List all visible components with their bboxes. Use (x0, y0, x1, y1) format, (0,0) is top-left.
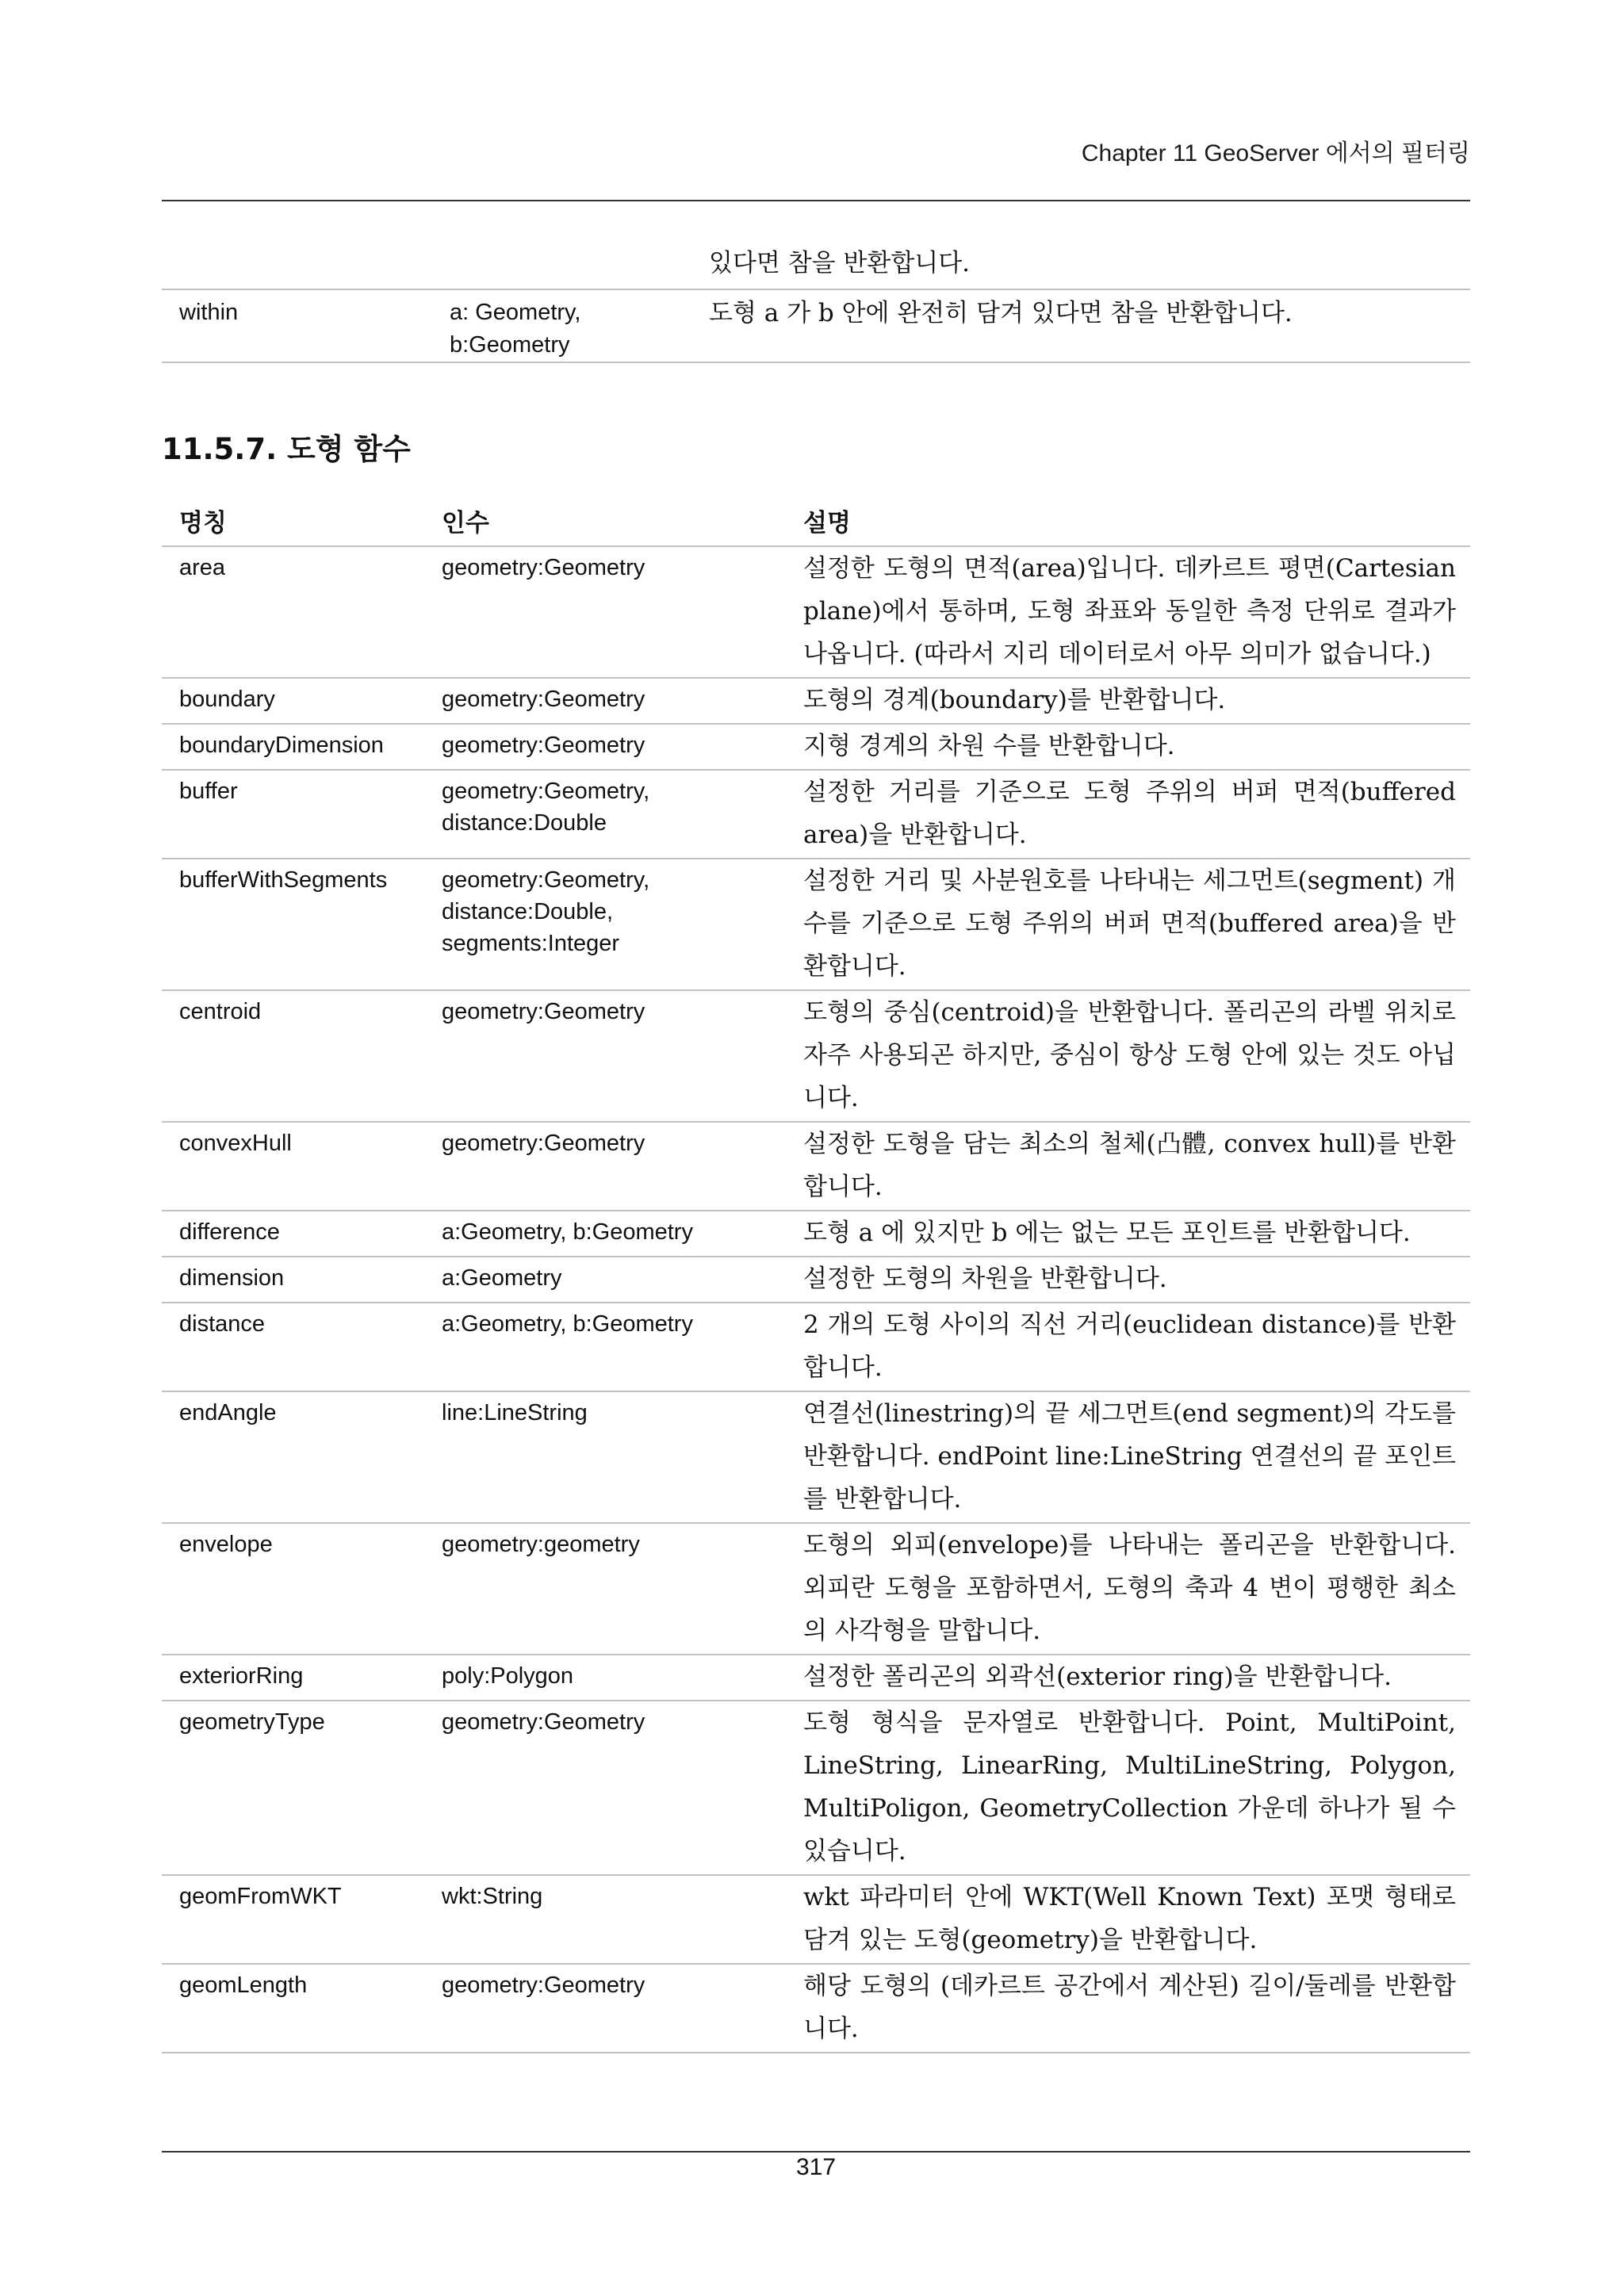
function-desc: 2 개의 도형 사이의 직선 거리(euclidean distance)를 반환합니다. (803, 1311, 1456, 1382)
table-row (162, 991, 1470, 1123)
table-row-within (162, 290, 1470, 363)
arg: geometry:Geometry, (442, 779, 650, 804)
table-row (162, 1965, 1470, 2053)
footer-rule (162, 2151, 1470, 2152)
table-row (162, 1655, 1470, 1701)
function-name: within (179, 300, 239, 325)
arg: poly:Polygon (442, 1663, 574, 1689)
function-args (442, 725, 803, 769)
function-name: buffer (179, 779, 238, 804)
function-desc: 설정한 거리를 기준으로 도형 주위의 버퍼 면적(buffered area)을 반환합니다. (803, 778, 1456, 849)
function-desc: 해당 도형의 (데카르트 공간에서 계산된) 길이/둘레를 반환합니다. (803, 1972, 1456, 2043)
table-row (162, 1392, 1470, 1524)
function-args (442, 771, 803, 858)
function-name: envelope (179, 1532, 273, 1557)
function-args (442, 1876, 803, 1963)
function-desc: 도형 a 가 b 안에 완전히 담겨 있다면 참을 반환합니다. (709, 299, 1293, 327)
function-name: distance (179, 1311, 266, 1337)
function-args (442, 1257, 803, 1302)
arg: geometry:Geometry, (442, 867, 650, 893)
function-name: geomFromWKT (179, 1884, 342, 1909)
function-args (442, 1965, 803, 2052)
function-args (442, 547, 803, 677)
continuation-table (162, 238, 1470, 363)
function-name: boundaryDimension (179, 733, 384, 758)
arg: geometry:Geometry (442, 1709, 645, 1735)
function-args (442, 1524, 803, 1654)
header-desc: 설명 (803, 508, 851, 538)
function-name: difference (179, 1219, 280, 1245)
arg: geometry:geometry (442, 1532, 640, 1557)
arg: a: Geometry, (450, 300, 581, 325)
function-name: convexHull (179, 1131, 292, 1156)
function-name: boundary (179, 687, 275, 712)
function-desc: 도형 형식을 문자열로 반환합니다. Point, MultiPoint, LineString, LinearRing, MultiLineString, Polygon, MultiPoligon, GeometryCollection 가운데 하나가 될 수 있습니다. (803, 1709, 1456, 1866)
arg: wkt:String (442, 1884, 543, 1909)
function-desc: 연결선(linestring)의 끝 세그먼트(end segment)의 각도를 반환합니다. endPoint line:LineString 연결선의 끝 포인트를 반환합니다. (803, 1399, 1456, 1513)
function-desc: wkt 파라미터 안에 WKT(Well Known Text) 포맷 형태로 담겨 있는 도형(geometry)을 반환합니다. (803, 1883, 1456, 1954)
function-name: exteriorRing (179, 1663, 304, 1689)
arg: a:Geometry (442, 1265, 562, 1291)
arg: geometry:Geometry (442, 687, 645, 712)
arg: geometry:Geometry (442, 999, 645, 1024)
function-args (450, 290, 709, 362)
function-desc: 도형의 중심(centroid)을 반환합니다. 폴리곤의 라벨 위치로 자주 사용되곤 하지만, 중심이 항상 도형 안에 있는 것도 아닙니다. (803, 998, 1456, 1112)
function-desc: 도형의 외피(envelope)를 나타내는 폴리곤을 반환합니다. 외피란 도형을 포함하면서, 도형의 축과 4 변이 평행한 최소의 사각형을 말합니다. (803, 1531, 1456, 1645)
table-row (162, 547, 1470, 679)
header-rule (162, 200, 1470, 201)
arg: geometry:Geometry (442, 1973, 645, 1998)
arg: segments:Integer (442, 931, 620, 956)
arg: line:LineString (442, 1400, 588, 1425)
function-args (442, 1211, 803, 1256)
table-row (162, 1211, 1470, 1257)
table-header (162, 495, 1470, 547)
function-args (442, 679, 803, 723)
function-desc: 설정한 거리 및 사분원호를 나타내는 세그먼트(segment) 개수를 기준으로 도형 주위의 버퍼 면적(buffered area)을 반환합니다. (803, 867, 1456, 981)
function-desc: 설정한 도형의 차원을 반환합니다. (803, 1265, 1167, 1293)
function-desc: 도형의 경계(boundary)를 반환합니다. (803, 686, 1226, 714)
table-row (162, 679, 1470, 725)
running-header: Chapter 11 GeoServer 에서의 필터링 (1081, 140, 1470, 166)
function-desc: 설정한 도형을 담는 최소의 철체(凸體, convex hull)를 반환합니다. (803, 1130, 1456, 1201)
arg: b:Geometry (450, 332, 570, 358)
table-row (162, 1876, 1470, 1965)
arg: geometry:Geometry (442, 555, 645, 580)
table-row (162, 725, 1470, 771)
table-row (162, 859, 1470, 991)
arg: geometry:Geometry (442, 733, 645, 758)
page-number: 317 (795, 2154, 837, 2180)
function-args (442, 1392, 803, 1522)
section-title: 11.5.7. 도형 함수 (162, 432, 411, 466)
function-args (442, 991, 803, 1121)
arg: distance:Double (442, 810, 607, 836)
arg: geometry:Geometry (442, 1131, 645, 1156)
function-name: dimension (179, 1265, 285, 1291)
function-args (442, 1655, 803, 1700)
arg: a:Geometry, b:Geometry (442, 1219, 693, 1245)
header-args: 인수 (442, 508, 489, 538)
table-row (162, 1303, 1470, 1392)
table-row (162, 1123, 1470, 1211)
table-row (162, 1257, 1470, 1303)
table-row (162, 771, 1470, 859)
header-name: 명칭 (179, 508, 227, 538)
function-name: area (179, 555, 226, 580)
arg: a:Geometry, b:Geometry (442, 1311, 693, 1337)
table-row (162, 1701, 1470, 1876)
geometry-function-table (162, 495, 1470, 2053)
function-name: centroid (179, 999, 262, 1024)
function-args (442, 1701, 803, 1874)
function-args (442, 1303, 803, 1391)
function-name: geomLength (179, 1973, 308, 1998)
function-desc: 지형 경계의 차원 수를 반환합니다. (803, 732, 1175, 760)
function-name: geometryType (179, 1709, 325, 1735)
table-body (162, 547, 1470, 2053)
function-args (442, 859, 803, 989)
function-desc: 도형 a 에 있지만 b 에는 없는 모든 포인트를 반환합니다. (803, 1219, 1411, 1247)
continuation-orphan-line: 있다면 참을 반환합니다. (162, 238, 1470, 290)
function-name: bufferWithSegments (179, 867, 388, 893)
table-row (162, 1524, 1470, 1655)
function-args (442, 1123, 803, 1210)
function-desc: 설정한 폴리곤의 외곽선(exterior ring)을 반환합니다. (803, 1663, 1392, 1691)
function-name: endAngle (179, 1400, 277, 1425)
arg: distance:Double, (442, 899, 614, 924)
function-desc: 설정한 도형의 면적(area)입니다. 데카르트 평면(Cartesian plane)에서 통하며, 도형 좌표와 동일한 측정 단위로 결과가 나옵니다. (따라서 지리 데이터로서 아무 의미가 없습니다.) (803, 554, 1456, 668)
